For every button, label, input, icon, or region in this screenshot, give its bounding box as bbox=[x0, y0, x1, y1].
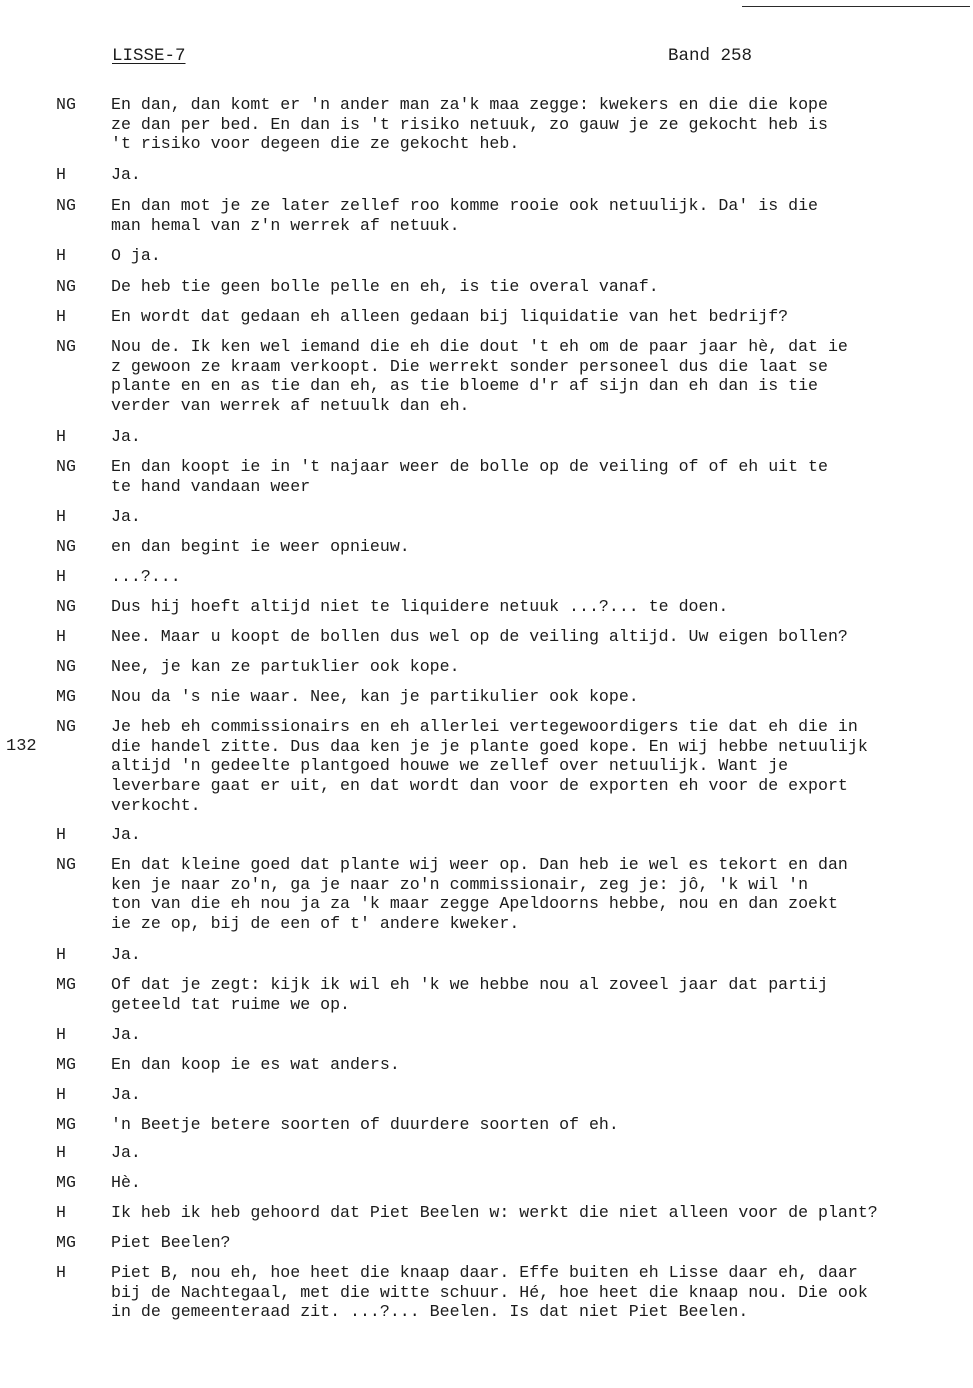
utterance-text: Ja. bbox=[111, 945, 141, 964]
speaker-label: H bbox=[56, 627, 66, 646]
speaker-label: MG bbox=[56, 687, 76, 706]
utterance-text: Hè. bbox=[111, 1173, 141, 1192]
speaker-label: MG bbox=[56, 1173, 76, 1192]
top-rule bbox=[742, 6, 970, 7]
utterance-text: En dan, dan komt er 'n ander man za'k maa zegge: kwekers en die die kope ze dan per bed. En dan is 't risiko netuuk, zo gauw je ze gekocht heb is 't risiko voor degeen die ze gekocht heb. bbox=[111, 95, 828, 154]
speaker-label: H bbox=[56, 1263, 66, 1282]
utterance-text: Ja. bbox=[111, 165, 141, 184]
speaker-label: NG bbox=[56, 196, 76, 215]
utterance-text: En dan koopt ie in 't najaar weer de bolle op de veiling of of eh uit te te hand vandaan weer bbox=[111, 457, 828, 496]
speaker-label: MG bbox=[56, 975, 76, 994]
utterance-text: Piet Beelen? bbox=[111, 1233, 231, 1252]
utterance-text: En dat kleine goed dat plante wij weer op. Dan heb ie wel es tekort en dan ken je naar zo'n, ga je naar zo'n commissionair, zeg je: jô, 'k wil 'n ton van die eh nou ja za 'k maar zegge Apeldoorns hebbe, nou en dan zoekt ie ze op, bij de een of t' andere kweker. bbox=[111, 855, 848, 934]
speaker-label: H bbox=[56, 567, 66, 586]
utterance-text: Nee, je kan ze partuklier ook kope. bbox=[111, 657, 460, 676]
utterance-text: Ja. bbox=[111, 1025, 141, 1044]
utterance-text: Piet B, nou eh, hoe heet die knaap daar. Effe buiten eh Lisse daar eh, daar bij de Nachtegaal, met die witte schuur. Hé, hoe heet die knaap nou. Die ook in de gemeenteraad zit. ...?... Beelen. Is dat niet Piet Beelen. bbox=[111, 1263, 868, 1322]
utterance-text: Ja. bbox=[111, 507, 141, 526]
speaker-label: H bbox=[56, 1203, 66, 1222]
tape-number: Band 258 bbox=[668, 46, 753, 66]
speaker-label: H bbox=[56, 307, 66, 326]
speaker-label: MG bbox=[56, 1115, 76, 1134]
speaker-label: MG bbox=[56, 1055, 76, 1074]
utterance-text: En wordt dat gedaan eh alleen gedaan bij liquidatie van het bedrijf? bbox=[111, 307, 789, 326]
utterance-text: 'n Beetje betere soorten of duurdere soorten of eh. bbox=[111, 1115, 619, 1134]
speaker-label: NG bbox=[56, 457, 76, 476]
speaker-label: H bbox=[56, 1085, 66, 1104]
speaker-label: H bbox=[56, 246, 66, 265]
utterance-text: Nou da 's nie waar. Nee, kan je partikulier ook kope. bbox=[111, 687, 639, 706]
speaker-label: H bbox=[56, 945, 66, 964]
utterance-text: De heb tie geen bolle pelle en eh, is tie overal vanaf. bbox=[111, 277, 659, 296]
speaker-label: NG bbox=[56, 597, 76, 616]
utterance-text: O ja. bbox=[111, 246, 161, 265]
utterance-text: En dan koop ie es wat anders. bbox=[111, 1055, 400, 1074]
speaker-label: NG bbox=[56, 855, 76, 874]
utterance-text: ...?... bbox=[111, 567, 181, 586]
document-id: LISSE-7 bbox=[112, 46, 186, 66]
utterance-text: Ik heb ik heb gehoord dat Piet Beelen w: werkt die niet alleen voor de plant? bbox=[111, 1203, 878, 1222]
speaker-label: NG bbox=[56, 95, 76, 114]
utterance-text: Ja. bbox=[111, 427, 141, 446]
utterance-text: en dan begint ie weer opnieuw. bbox=[111, 537, 410, 556]
speaker-label: H bbox=[56, 1143, 66, 1162]
speaker-label: NG bbox=[56, 717, 76, 736]
speaker-label: NG bbox=[56, 337, 76, 356]
utterance-text: Nee. Maar u koopt de bollen dus wel op de veiling altijd. Uw eigen bollen? bbox=[111, 627, 848, 646]
speaker-label: H bbox=[56, 427, 66, 446]
speaker-label: NG bbox=[56, 537, 76, 556]
speaker-label: MG bbox=[56, 1233, 76, 1252]
utterance-text: En dan mot je ze later zellef roo komme rooie ook netuulijk. Da' is die man hemal van z'n werrek af netuuk. bbox=[111, 196, 819, 235]
utterance-text: Nou de. Ik ken wel iemand die eh die dout 't eh om de paar jaar hè, dat ie z gewoon ze kraam verkoopt. Die werrekt sonder personeel dus die laat se plante en en as tie dan eh, as tie bloeme d'r af sijn dan eh dan is tie verder van werrek af netuulk dan eh. bbox=[111, 337, 848, 416]
utterance-text: Ja. bbox=[111, 1085, 141, 1104]
speaker-label: H bbox=[56, 1025, 66, 1044]
utterance-text: Je heb eh commissionairs en eh allerlei vertegewoordigers tie dat eh die in die handel zitte. Dus daa ken je je plante goed kope. En wij hebbe netuulijk altijd 'n gedeelte plantgoed houwe we zellef over netuulijk. Want je leverbare gaat er uit, en dat wordt dan voor de exporten eh voor de export verkocht. bbox=[111, 717, 868, 815]
utterance-text: Dus hij hoeft altijd niet te liquidere netuuk ...?... te doen. bbox=[111, 597, 729, 616]
utterance-text: Ja. bbox=[111, 1143, 141, 1162]
margin-annotation: 132 bbox=[6, 737, 37, 756]
speaker-label: NG bbox=[56, 657, 76, 676]
utterance-text: Ja. bbox=[111, 825, 141, 844]
utterance-text: Of dat je zegt: kijk ik wil eh 'k we hebbe nou al zoveel jaar dat partij geteeld tat ruime we op. bbox=[111, 975, 828, 1014]
speaker-label: H bbox=[56, 825, 66, 844]
speaker-label: NG bbox=[56, 277, 76, 296]
speaker-label: H bbox=[56, 507, 66, 526]
speaker-label: H bbox=[56, 165, 66, 184]
